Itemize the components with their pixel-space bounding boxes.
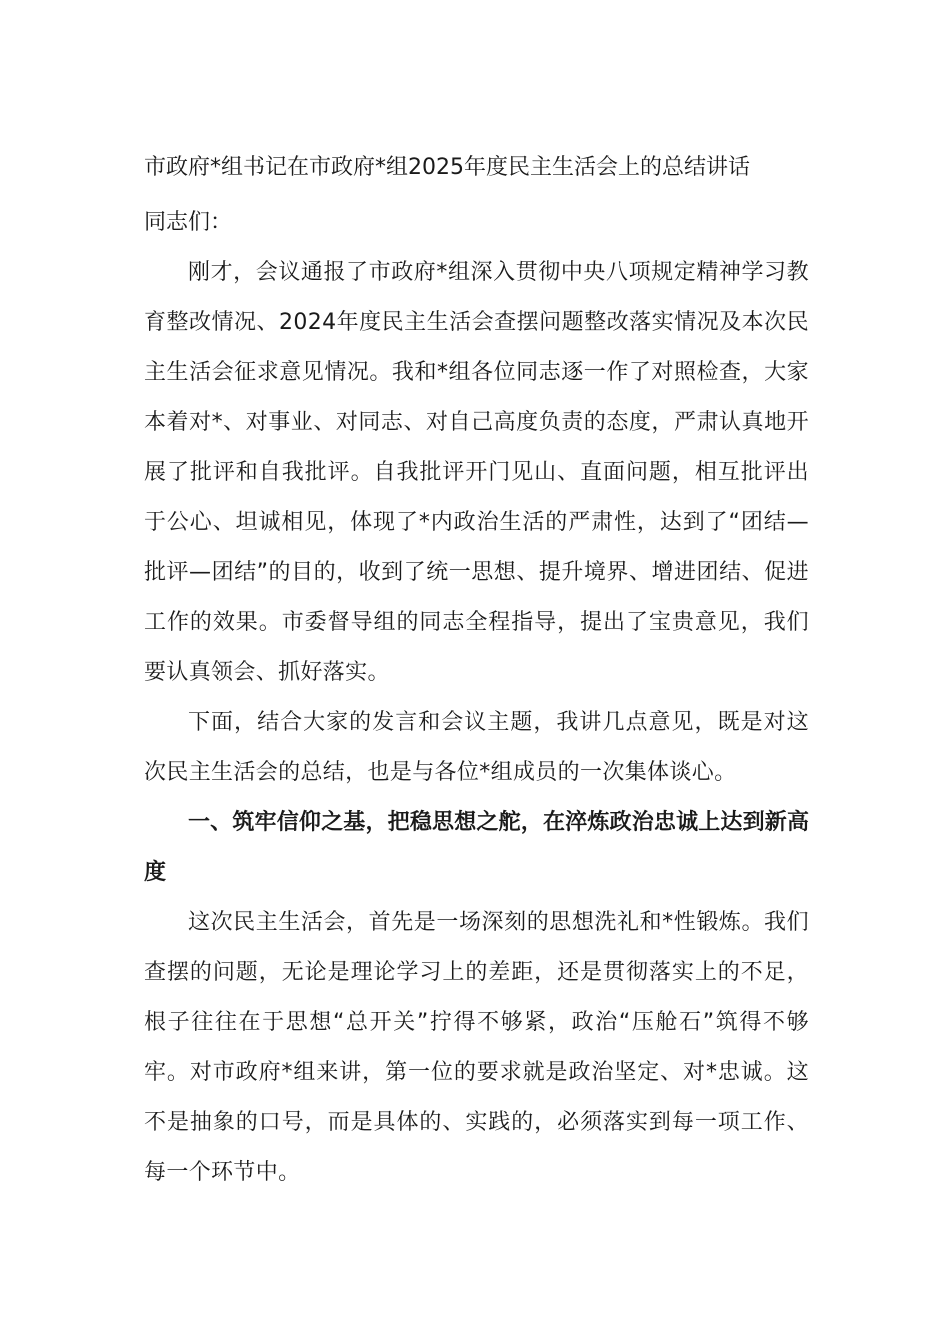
paragraph-section-1: 这次民主生活会，首先是一场深刻的思想洗礼和*性锻炼。我们查摆的问题，无论是理论学习上的差距，还是贯彻落实上的不足，根子往往在于思想“总开关”拧得不够紧，政治“压舱石”筑得不够牢。对市政府*组来讲，第一位的要求就是政治坚定、对*忠诚。这不是抽象的口号，而是具体的、实践的，必须落实到每一项工作、每一个环节中。 bbox=[144, 910, 809, 1185]
salutation: 同志们： bbox=[144, 210, 233, 235]
section-heading-1: 一、筑牢信仰之基，把稳思想之舵，在淬炼政治忠诚上达到新高度 bbox=[144, 810, 809, 885]
paragraph-meeting-summary: 刚才，会议通报了市政府*组深入贯彻中央八项规定精神学习教育整改情况、2024年度民主生活会查摆问题整改落实情况及本次民主生活会征求意见情况。我和*组各位同志逐一作了对照检查，大家本着对*、对事业、对同志、对自己高度负责的态度，严肃认真地开展了批评和自我批评。自我批评开门见山、直面问题，相互批评出于公心、坦诚相见，体现了*内政治生活的严肃性，达到了“团结—批评—团结”的目的，收到了统一思想、提升境界、增进团结、促进工作的效果。市委督导组的同志全程指导，提出了宝贵意见，我们要认真领会、抓好落实。 bbox=[144, 260, 809, 685]
document-title: 市政府*组书记在市政府*组2025年度民主生活会上的总结讲话 bbox=[144, 155, 750, 180]
document-page bbox=[144, 148, 809, 1198]
paragraph-introduction: 下面，结合大家的发言和会议主题，我讲几点意见，既是对这次民主生活会的总结，也是与各位*组成员的一次集体谈心。 bbox=[144, 710, 809, 785]
